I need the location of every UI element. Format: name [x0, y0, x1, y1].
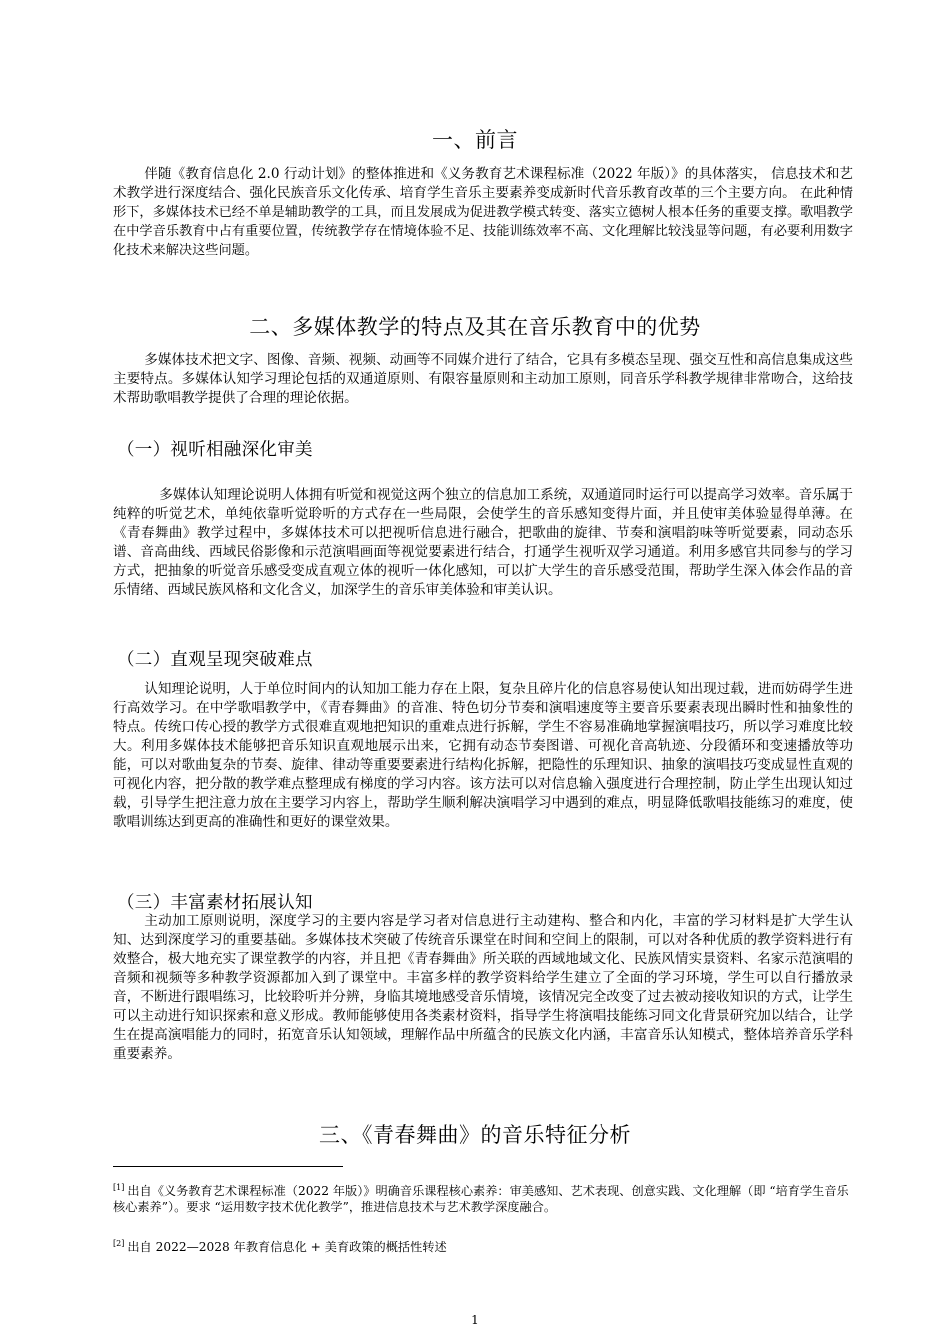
subsection-2-1-heading: （一）视听相融深化审美	[117, 440, 313, 460]
section-2-intro-paragraph: 多媒体技术把文字、图像、音频、视频、动画等不同媒介进行了结合，它具有多模态呈现、强交互性和高信息集成这些主要特点。多媒体认知学习理论包括的双通道原则、有限容量原则和主动加工原则，同音乐学科教学规律非常吻合，这给技术帮助歌唱教学提供了合理的理论依据。	[113, 352, 853, 406]
subsection-2-3-heading: （三）丰富素材拓展认知	[117, 893, 313, 913]
footnote-1-marker: [1]	[113, 1183, 125, 1192]
footnote-1	[113, 1180, 858, 1215]
section-3-heading: 三、《青春舞曲》的音乐特征分析	[319, 1123, 631, 1147]
footnote-1-text: 出自《义务教育艺术课程标准（2022 年版）》明确音乐课程核心素养：审美感知、艺术表现、创意实践、文化理解（即 “培育学生音乐核心素养”）。要求 “运用数字技术优化教学”，推进信息技术与艺术教学深度融合。	[113, 1184, 849, 1215]
subsection-2-2-paragraph: 认知理论说明，人于单位时间内的认知加工能力存在上限，复杂且碎片化的信息容易使认知出现过载，进而妨碍学生进行高效学习。在中学歌唱教学中，《青春舞曲》的音准、特色切分节奏和演唱速度等主要音乐要素表现出瞬时性和抽象性的特点。传统口传心授的教学方式很难直观地把知识的重难点进行拆解，学生不容易准确地掌握演唱技巧，所以学习难度比较大。利用多媒体技术能够把音乐知识直观地展示出来，它拥有动态节奏图谱、可视化音高轨迹、分段循环和变速播放等功能，可以对歌曲复杂的节奏、旋律、律动等重要要素进行结构化拆解，把隐性的乐理知识、抽象的演唱技巧变成显性直观的可视化内容，把分散的教学难点整理成有梯度的学习内容。该方法可以对信息输入强度进行合理控制，防止学生出现认知过载，引导学生把注意力放在主要学习内容上，帮助学生顺利解决演唱学习中遇到的难点，明显降低歌唱技能练习的难度，使歌唱训练达到更高的准确性和更好的课堂效果。	[113, 681, 853, 830]
section-1-paragraph	[113, 165, 853, 260]
footnote-2-text: 出自 2022—2028 年教育信息化 + 美育政策的概括性转述	[127, 1240, 447, 1255]
page-number: 1	[471, 1313, 479, 1327]
subsection-2-3-paragraph: 主动加工原则说明，深度学习的主要内容是学习者对信息进行主动建构、整合和内化，丰富的学习材料是扩大学生认知、达到深度学习的重要基础。多媒体技术突破了传统音乐课堂在时间和空间上的限制，可以对各种优质的教学资料进行有效整合，极大地充实了课堂教学的内容，并且把《青春舞曲》所关联的西域地域文化、民族风情实景资料、名家示范演唱的音频和视频等多种教学资源都加入到了课堂中。丰富多样的教学资料给学生建立了全面的学习环境，学生可以自行播放录音，不断进行跟唱练习，比较聆听并分辨，身临其境地感受音乐情境，该情况完全改变了过去被动接收知识的方式，让学生可以主动进行知识探索和意义形成。教师能够使用各类素材资料，指导学生将演唱技能练习同文化背景研究加以结合，让学生在提高演唱能力的同时，拓宽音乐认知领域，理解作品中所蕴含的民族文化内涵，丰富音乐认知模式，整体培养音乐学科重要素养。	[113, 913, 853, 1062]
section-2-heading: 二、多媒体教学的特点及其在音乐教育中的优势	[249, 315, 701, 339]
section-1-text-serif: 伴随《教育信息化 2.0 行动计划》的整体推进和《义务教育艺术课程标准（2022 年版）》的具体落实， 信息技术和艺术教学进行深度结合、强化民族音乐文化传承、培育学生音乐主要素养变成新时代音乐教育改革的三个主要方向。	[113, 166, 853, 201]
section-1-heading: 一、前言	[432, 128, 518, 152]
footnote-2-marker: [2]	[113, 1239, 125, 1248]
footnote-divider	[113, 1166, 343, 1167]
footnote-2	[113, 1236, 858, 1255]
section-1-text-sans: 在此种情形下，多媒体技术已经不单是辅助教学的工具，而且发展成为促进教学模式转变、落实立德树人根本任务的重要支撑。歌唱教学在中学音乐教育中占有重要位置，传统教学存在情境体验不足、技能训练效率不高、文化理解比较浅显等问题，有必要利用数字化技术来解决这些问题。	[113, 186, 853, 258]
subsection-2-2-heading: （二）直观呈现突破难点	[117, 650, 313, 670]
subsection-2-1-paragraph: 多媒体认知理论说明人体拥有听觉和视觉这两个独立的信息加工系统，双通道同时运行可以提高学习效率。音乐属于纯粹的听觉艺术，单纯依靠听觉聆听的方式存在一些局限，会使学生的音乐感知变得片面，并且使审美体验显得单薄。在《青春舞曲》教学过程中，多媒体技术可以把视听信息进行融合，把歌曲的旋律、节奏和演唱韵味等听觉要素，同动态乐谱、音高曲线、西域民俗影像和示范演唱画面等视觉要素进行结合，打通学生视听双学习通道。利用多感官共同参与的学习方式，把抽象的听觉音乐感受变成直观立体的视听一体化感知，可以扩大学生的音乐感受范围，帮助学生深入体会作品的音乐情绪、西域民族风格和文化含义，加深学生的音乐审美体验和审美认识。	[113, 487, 853, 598]
